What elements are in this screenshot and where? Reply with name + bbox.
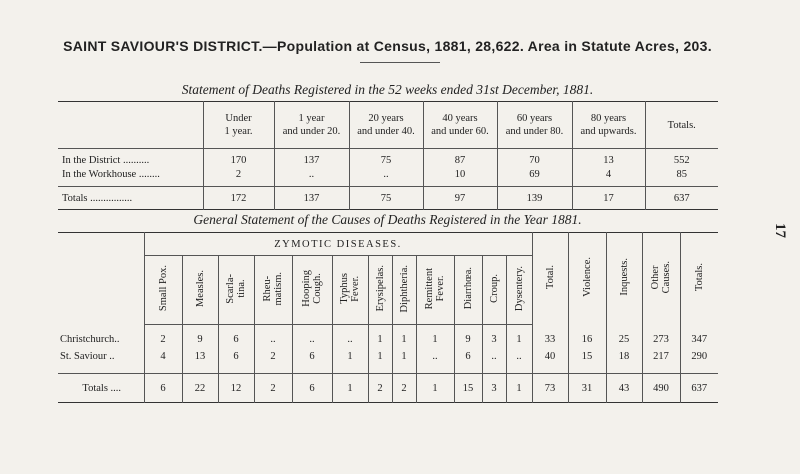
- column-header-text: Scarla- tina.: [225, 273, 247, 304]
- column-header-text: Typhus Fever.: [339, 273, 361, 304]
- table-cell: ..: [332, 325, 368, 349]
- table-cell: 1: [506, 374, 532, 403]
- table-cell: 75: [349, 149, 423, 168]
- table-cell: 15: [568, 348, 606, 374]
- table-cell: 25: [606, 325, 642, 349]
- table-cell: 69: [497, 167, 572, 187]
- column-header: [292, 256, 332, 325]
- column-header: [254, 256, 292, 325]
- column-header: [532, 233, 568, 325]
- row-label: In the District ..........: [62, 154, 150, 166]
- row-label: In the Workhouse ........: [62, 168, 160, 180]
- totals-row: [58, 187, 718, 210]
- column-header-text: Other Causes.: [650, 261, 672, 294]
- column-header: [482, 256, 506, 325]
- table-cell: 6: [454, 348, 482, 374]
- table-cell: 2: [203, 167, 274, 187]
- column-header: [144, 256, 182, 325]
- table-cell: 70: [497, 149, 572, 168]
- column-header-text: Croup.: [488, 274, 500, 303]
- table-cell: 2: [144, 325, 182, 349]
- column-header: [642, 233, 680, 325]
- row-label: St. Saviour ..: [60, 351, 115, 362]
- totals-row: [58, 374, 718, 403]
- heading-rule: [360, 62, 440, 63]
- table-row: [58, 167, 718, 187]
- table-cell: 22: [182, 374, 218, 403]
- table-cell: 1: [392, 348, 416, 374]
- column-header: 1 year and under 20.: [274, 102, 349, 149]
- table-cell: 1: [332, 374, 368, 403]
- column-header: [568, 233, 606, 325]
- table-cell: 12: [218, 374, 254, 403]
- column-header: [332, 256, 368, 325]
- column-header-text: Dysentery.: [513, 265, 525, 312]
- table-cell: 2: [254, 348, 292, 374]
- table-cell: 13: [182, 348, 218, 374]
- column-header: [680, 233, 718, 325]
- table-cell: 490: [642, 374, 680, 403]
- column-header-text: Remittent Fever.: [424, 267, 446, 310]
- table-cell: 75: [349, 187, 423, 210]
- table-cell: 40: [532, 348, 568, 374]
- column-header: 80 years and upwards.: [572, 102, 645, 149]
- column-header: [218, 256, 254, 325]
- table-cell: 31: [568, 374, 606, 403]
- table-cell: ..: [506, 348, 532, 374]
- column-header-text: Totals.: [693, 263, 705, 292]
- row-label: Christchurch..: [60, 333, 120, 345]
- row-label: Totals ................: [58, 187, 203, 210]
- table-cell: 33: [532, 325, 568, 349]
- column-header: [606, 233, 642, 325]
- table-cell: 217: [642, 348, 680, 374]
- table-row: [58, 149, 718, 168]
- table-cell: ..: [416, 348, 454, 374]
- table-cell: 290: [680, 348, 718, 374]
- column-header: [392, 256, 416, 325]
- table-cell: 552: [645, 149, 718, 168]
- table-cell: 1: [416, 374, 454, 403]
- table2-caption: General Statement of the Causes of Deaths Registered in the Year 1881.: [193, 212, 582, 227]
- row-label: Totals ....: [58, 374, 144, 403]
- table-cell: ..: [274, 167, 349, 187]
- column-header-text: Inquests.: [618, 258, 630, 297]
- table-cell: 15: [454, 374, 482, 403]
- page-number: 17: [772, 223, 788, 238]
- table-cell: 1: [506, 325, 532, 349]
- column-header: Totals.: [645, 102, 718, 149]
- table-cell: 9: [182, 325, 218, 349]
- table-cell: 637: [680, 374, 718, 403]
- column-header: Under 1 year.: [203, 102, 274, 149]
- column-header: [368, 256, 392, 325]
- table-row: [58, 348, 718, 374]
- table-cell: 13: [572, 149, 645, 168]
- table1-caption: Statement of Deaths Registered in the 52 weeks ended 31st December, 1881.: [181, 82, 594, 97]
- table-cell: 172: [203, 187, 274, 210]
- table-cell: ..: [292, 325, 332, 349]
- table-cell: 1: [368, 348, 392, 374]
- stub-header: [58, 233, 144, 325]
- table-cell: 97: [423, 187, 497, 210]
- column-header: 60 years and under 80.: [497, 102, 572, 149]
- table-cell: 16: [568, 325, 606, 349]
- table-cell: 2: [254, 374, 292, 403]
- table-cell: 73: [532, 374, 568, 403]
- table-cell: 273: [642, 325, 680, 349]
- table-cell: 347: [680, 325, 718, 349]
- table-cell: 18: [606, 348, 642, 374]
- column-header-text: Small Pox.: [157, 265, 169, 312]
- column-header-text: Erysipelas.: [374, 265, 386, 312]
- table-cell: 137: [274, 149, 349, 168]
- column-header: 20 years and under 40.: [349, 102, 423, 149]
- column-header: [182, 256, 218, 325]
- column-header: [416, 256, 454, 325]
- page-heading: SAINT SAVIOUR'S DISTRICT.—Population at Census, 1881, 28,622. Area in Statute Acres, 203.: [63, 38, 712, 54]
- table-cell: 1: [332, 348, 368, 374]
- column-header-text: Diarrhœa.: [462, 267, 474, 310]
- table-cell: 2: [368, 374, 392, 403]
- deaths-by-age-table: [58, 101, 718, 210]
- column-header-text: Measles.: [194, 269, 206, 308]
- column-header-text: Total.: [544, 265, 556, 290]
- column-header-text: Hooping Cough.: [301, 270, 323, 307]
- causes-of-death-table: [58, 232, 718, 403]
- table-cell: 1: [368, 325, 392, 349]
- table-cell: 637: [645, 187, 718, 210]
- table-cell: 87: [423, 149, 497, 168]
- column-header: [506, 256, 532, 325]
- column-header-text: Diphtheria.: [398, 264, 410, 313]
- table-cell: 139: [497, 187, 572, 210]
- stub-header: [58, 102, 203, 149]
- table-cell: ..: [349, 167, 423, 187]
- table-cell: 1: [416, 325, 454, 349]
- table-cell: 1: [392, 325, 416, 349]
- zymotic-group-header: ZYMOTIC DISEASES.: [144, 233, 532, 256]
- table-cell: 6: [292, 374, 332, 403]
- table-cell: ..: [254, 325, 292, 349]
- table-cell: 6: [218, 325, 254, 349]
- column-header: [454, 256, 482, 325]
- column-header: 40 years and under 60.: [423, 102, 497, 149]
- table-cell: 170: [203, 149, 274, 168]
- table-cell: 4: [144, 348, 182, 374]
- table-cell: 9: [454, 325, 482, 349]
- table-cell: 137: [274, 187, 349, 210]
- table-cell: 85: [645, 167, 718, 187]
- table-cell: 4: [572, 167, 645, 187]
- table-cell: 6: [144, 374, 182, 403]
- table-cell: 6: [292, 348, 332, 374]
- table-cell: 3: [482, 325, 506, 349]
- table-cell: 43: [606, 374, 642, 403]
- table-cell: 10: [423, 167, 497, 187]
- column-header-text: Violence.: [581, 257, 593, 298]
- table-cell: 17: [572, 187, 645, 210]
- table-cell: 3: [482, 374, 506, 403]
- table-row: [58, 325, 718, 349]
- column-header-text: Rheu- matism.: [262, 271, 284, 306]
- table-cell: 6: [218, 348, 254, 374]
- table-cell: 2: [392, 374, 416, 403]
- table-cell: ..: [482, 348, 506, 374]
